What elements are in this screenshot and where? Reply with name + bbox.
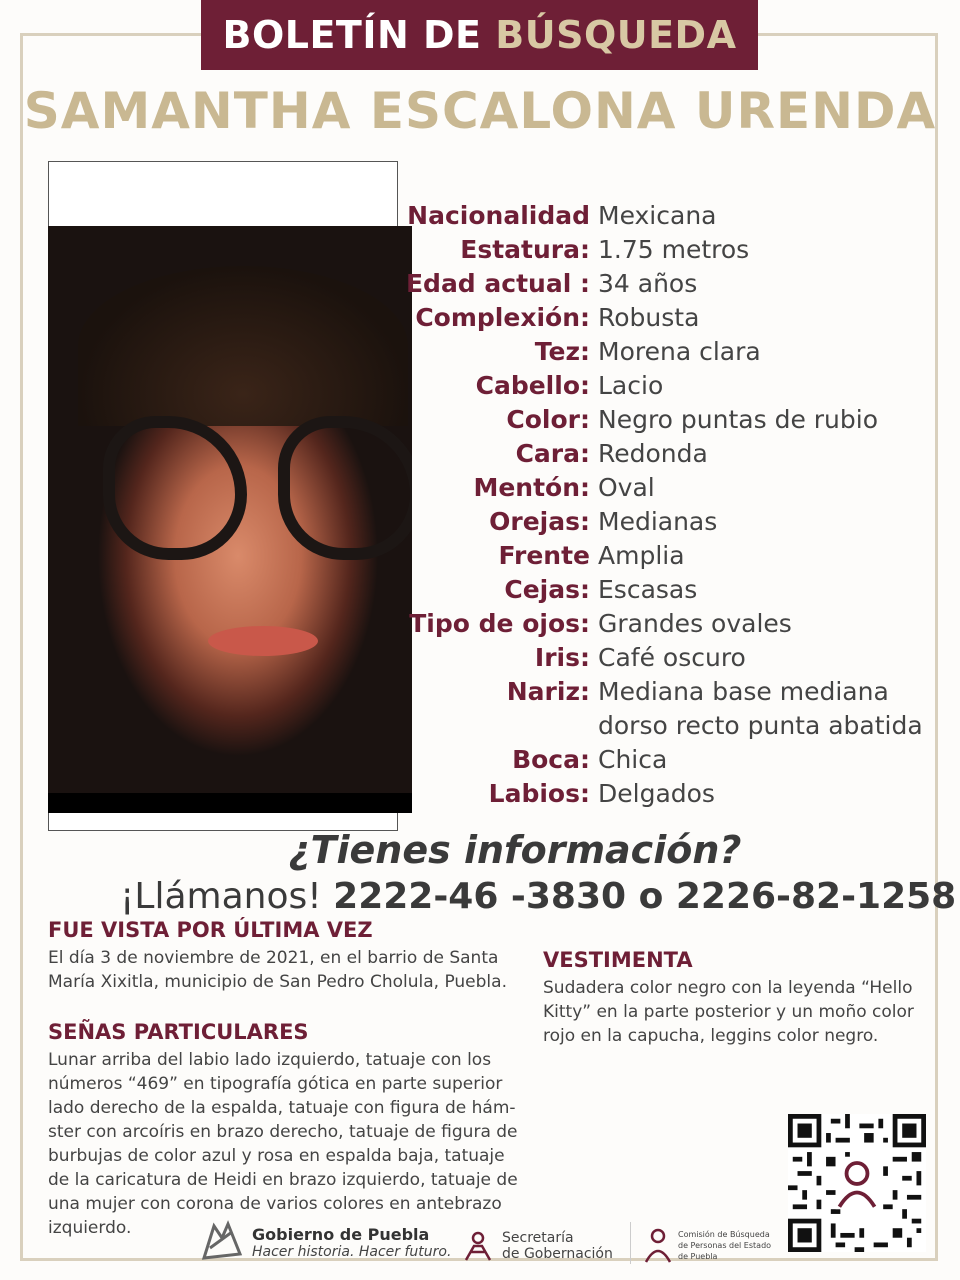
photo-glasses-right — [278, 416, 412, 560]
detail-row — [400, 267, 940, 301]
bulletin-header — [201, 0, 758, 70]
detail-row — [400, 199, 940, 233]
detail-row — [400, 573, 940, 607]
photo-lips — [208, 626, 318, 656]
comision-line3: de Puebla — [678, 1251, 718, 1261]
detail-value: Amplia — [598, 541, 685, 570]
header-part2: BÚSQUEDA — [495, 13, 737, 57]
last-seen-text — [48, 946, 507, 994]
physical-details — [400, 199, 940, 811]
detail-row — [400, 505, 940, 539]
phone-numbers[interactable]: 2222-46 -3830 o 2226-82-1258 — [333, 876, 957, 917]
last-seen-title: FUE VISTA POR ÚLTIMA VEZ — [48, 918, 373, 942]
photo-glasses-left — [103, 416, 247, 560]
detail-value: Chica — [598, 745, 668, 774]
detail-row — [400, 437, 940, 471]
detail-value: Delgados — [598, 779, 715, 808]
marks-text — [48, 1048, 518, 1240]
detail-row — [400, 233, 940, 267]
marks-title: SEÑAS PARTICULARES — [48, 1020, 309, 1044]
call-prefix: ¡Llámanos! — [120, 876, 334, 917]
secretaria-line2: de Gobernación — [502, 1246, 613, 1262]
person-name: SAMANTHA ESCALONA URENDA — [23, 82, 937, 140]
detail-value: Escasas — [598, 575, 698, 604]
marks-line: números “469” en tipografía gótica en parte superior — [48, 1074, 503, 1094]
detail-row — [400, 301, 940, 335]
detail-row — [400, 641, 940, 675]
detail-row — [400, 675, 940, 709]
detail-value: Morena clara — [598, 337, 761, 366]
detail-label: Estatura: — [460, 235, 590, 264]
detail-label: Nariz: — [506, 677, 590, 706]
detail-value: 34 años — [598, 269, 698, 298]
detail-label: Tipo de ojos: — [409, 609, 590, 638]
detail-value: Medianas — [598, 507, 718, 536]
detail-label: Tez: — [534, 337, 590, 366]
detail-row — [400, 607, 940, 641]
detail-value: Mexicana — [598, 201, 717, 230]
detail-row — [400, 403, 940, 437]
detail-label: Boca: — [512, 745, 590, 774]
detail-label: Complexión: — [415, 303, 590, 332]
detail-label: Edad actual : — [405, 269, 590, 298]
comision-line2: de Personas del Estado — [678, 1240, 772, 1250]
detail-label: Iris: — [534, 643, 590, 672]
clothing-line: rojo en la capucha, leggins color negro. — [543, 1026, 879, 1046]
detail-value: 1.75 metros — [598, 235, 750, 264]
person-photo — [48, 226, 412, 813]
detail-value: dorso recto punta abatida — [598, 711, 923, 740]
detail-row — [400, 709, 940, 743]
marks-line: lado derecho de la espalda, tatuaje con figura de hám- — [48, 1098, 516, 1118]
detail-label: Mentón: — [473, 473, 590, 502]
secretaria-logo — [460, 1228, 613, 1264]
marks-line: ster con arcoíris en brazo derecho, tatuaje de figura de — [48, 1122, 518, 1142]
clothing-line: Sudadera color negro con la leyenda “Hello — [543, 978, 913, 998]
detail-label: Color: — [506, 405, 590, 434]
footer-divider — [630, 1222, 631, 1264]
gov-slogan: Hacer historia. Hacer futuro. — [252, 1243, 452, 1260]
gov-title: Gobierno de Puebla — [252, 1224, 430, 1244]
secretaria-icon — [460, 1228, 496, 1264]
gov-puebla-logo — [198, 1218, 451, 1266]
marks-line: Lunar arriba del labio lado izquierdo, tatuaje con los — [48, 1050, 492, 1070]
marks-line: una mujer con corona de varios colores en antebrazo — [48, 1194, 502, 1214]
comision-icon — [642, 1226, 674, 1264]
gov-puebla-icon — [198, 1218, 246, 1266]
detail-row — [400, 471, 940, 505]
marks-line: de la caricatura de Heidi en brazo izquierdo, tatuaje de — [48, 1170, 518, 1190]
detail-label: Nacionalidad — [407, 201, 590, 230]
photo-hair — [78, 266, 408, 426]
detail-value: Grandes ovales — [598, 609, 792, 638]
detail-value: Redonda — [598, 439, 708, 468]
detail-value: Negro puntas de rubio — [598, 405, 879, 434]
comision-logo — [642, 1226, 771, 1264]
detail-row — [400, 369, 940, 403]
clothing-line: Kitty” en la parte posterior y un moño color — [543, 1002, 914, 1022]
comision-line1: Comisión de Búsqueda — [678, 1229, 770, 1239]
marks-line: izquierdo. — [48, 1218, 132, 1238]
detail-label: Frente — [498, 541, 590, 570]
clothing-text — [543, 976, 914, 1048]
qr-code[interactable] — [788, 1114, 926, 1252]
detail-value: Lacio — [598, 371, 664, 400]
last-seen-line: María Xixitla, municipio de San Pedro Cholula, Puebla. — [48, 972, 507, 992]
detail-value: Robusta — [598, 303, 700, 332]
secretaria-line1: Secretaría — [502, 1230, 574, 1246]
detail-label: Cara: — [515, 439, 590, 468]
detail-value: Café oscuro — [598, 643, 746, 672]
clothing-title: VESTIMENTA — [543, 948, 693, 972]
detail-label: Cabello: — [475, 371, 590, 400]
detail-row — [400, 539, 940, 573]
detail-label — [400, 709, 590, 743]
info-question: ¿Tienes información? — [288, 828, 742, 872]
header-part1: BOLETÍN DE — [222, 13, 496, 57]
marks-line: burbujas de color azul y rosa en espalda baja, tatuaje — [48, 1146, 505, 1166]
detail-row — [400, 777, 940, 811]
detail-label: Cejas: — [504, 575, 590, 604]
photo-bottom-bar — [48, 793, 412, 813]
detail-row — [400, 335, 940, 369]
detail-value: Oval — [598, 473, 655, 502]
detail-value: Mediana base mediana — [598, 677, 889, 706]
call-line — [120, 876, 956, 917]
detail-label: Orejas: — [489, 507, 590, 536]
detail-label: Labios: — [488, 779, 590, 808]
detail-row — [400, 743, 940, 777]
last-seen-line: El día 3 de noviembre de 2021, en el barrio de Santa — [48, 948, 499, 968]
